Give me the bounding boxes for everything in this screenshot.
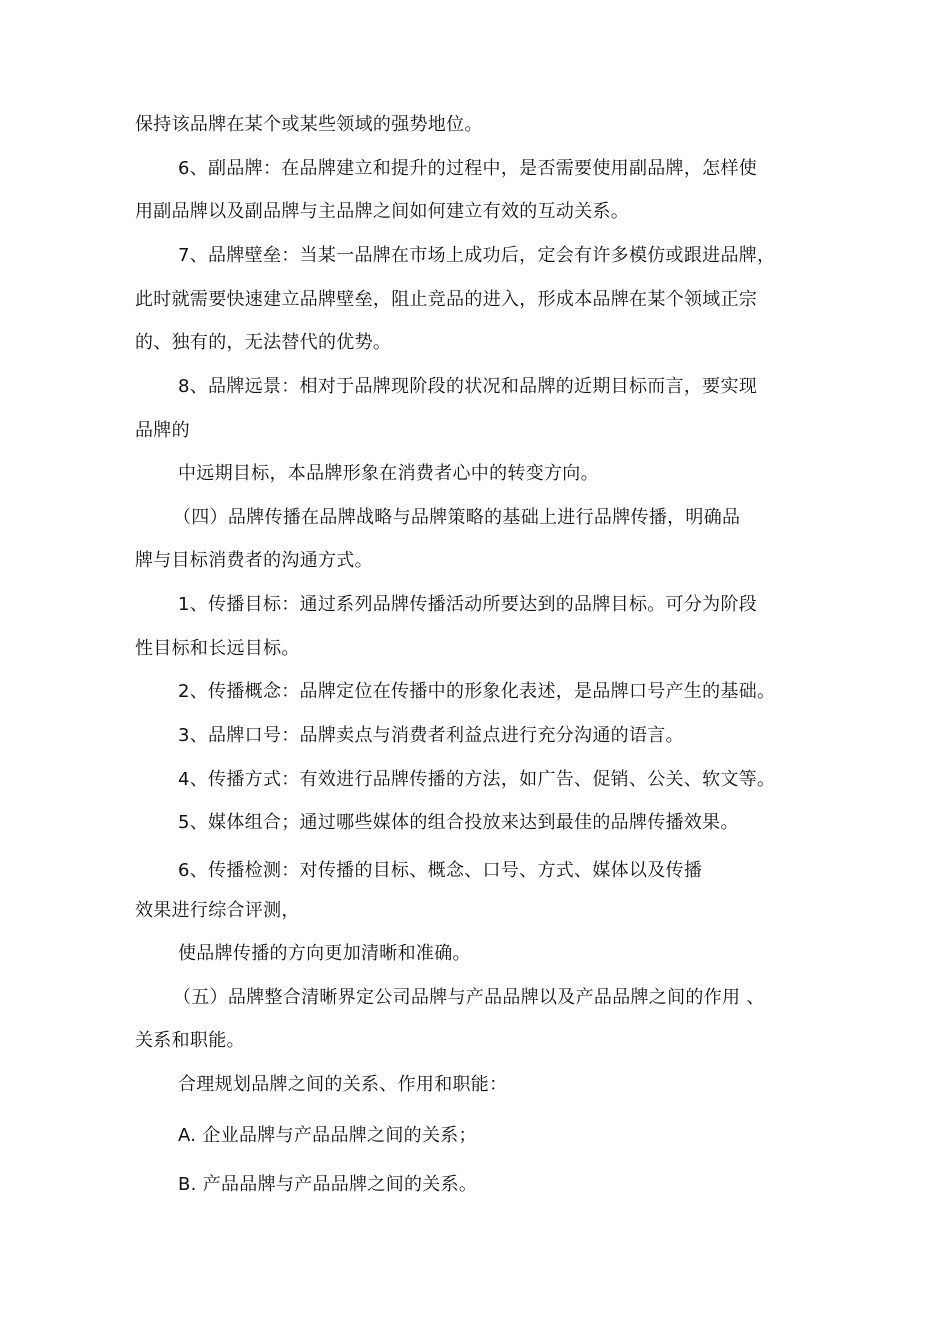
paragraph-line: 4、传播方式：有效进行品牌传播的方法，如广告、促销、公关、软文等。 <box>178 769 776 790</box>
paragraph-line: 中远期目标，本品牌形象在消费者心中的转变方向。 <box>178 463 599 484</box>
paragraph-line: 保持该品牌在某个或某些领域的强势地位。 <box>135 114 483 135</box>
paragraph-line: 6、传播检测：对传播的目标、概念、口号、方式、媒体以及传播 <box>178 860 703 881</box>
paragraph-line: （四）品牌传播在品牌战略与品牌策略的基础上进行品牌传播，明确品 <box>173 507 741 528</box>
paragraph-line: 3、品牌口号：品牌卖点与消费者利益点进行充分沟通的语言。 <box>178 725 684 746</box>
paragraph-line: 6、副品牌：在品牌建立和提升的过程中，是否需要使用副品牌，怎样使 <box>178 158 758 179</box>
paragraph-line: 8、品牌远景：相对于品牌现阶段的状况和品牌的近期目标而言，要实现 <box>178 376 758 397</box>
paragraph-line: 1、传播目标：通过系列品牌传播活动所要达到的品牌目标。可分为阶段 <box>178 594 758 615</box>
paragraph-line: 使品牌传播的方向更加清晰和准确。 <box>178 943 471 964</box>
paragraph-line: 关系和职能。 <box>135 1030 245 1051</box>
paragraph-line: 2、传播概念：品牌定位在传播中的形象化表述，是品牌口号产生的基础。 <box>178 681 776 702</box>
list-item: B. 产品品牌与产品品牌之间的关系。 <box>178 1174 478 1195</box>
list-item: A. 企业品牌与产品品牌之间的关系； <box>178 1125 477 1146</box>
paragraph-line: 合理规划品牌之间的关系、作用和职能： <box>178 1074 508 1095</box>
paragraph-line: 此时就需要快速建立品牌壁垒，阻止竞品的进入，形成本品牌在某个领域正宗 <box>135 289 758 310</box>
paragraph-line: 效果进行综合评测， <box>135 900 300 921</box>
paragraph-line: 的、独有的，无法替代的优势。 <box>135 332 392 353</box>
paragraph-line: （五）品牌整合清晰界定公司品牌与产品品牌以及产品品牌之间的作用 、 <box>173 987 765 1008</box>
paragraph-line: 性目标和长远目标。 <box>135 638 300 659</box>
paragraph-line: 7、品牌壁垒：当某一品牌在市场上成功后，定会有许多模仿或跟进品牌， <box>178 245 776 266</box>
paragraph-line: 5、媒体组合；通过哪些媒体的组合投放来达到最佳的品牌传播效果。 <box>178 812 739 833</box>
paragraph-line: 用副品牌以及副品牌与主品牌之间如何建立有效的互动关系。 <box>135 201 630 222</box>
paragraph-line: 牌与目标消费者的沟通方式。 <box>135 550 373 571</box>
paragraph-line: 品牌的 <box>135 420 190 441</box>
